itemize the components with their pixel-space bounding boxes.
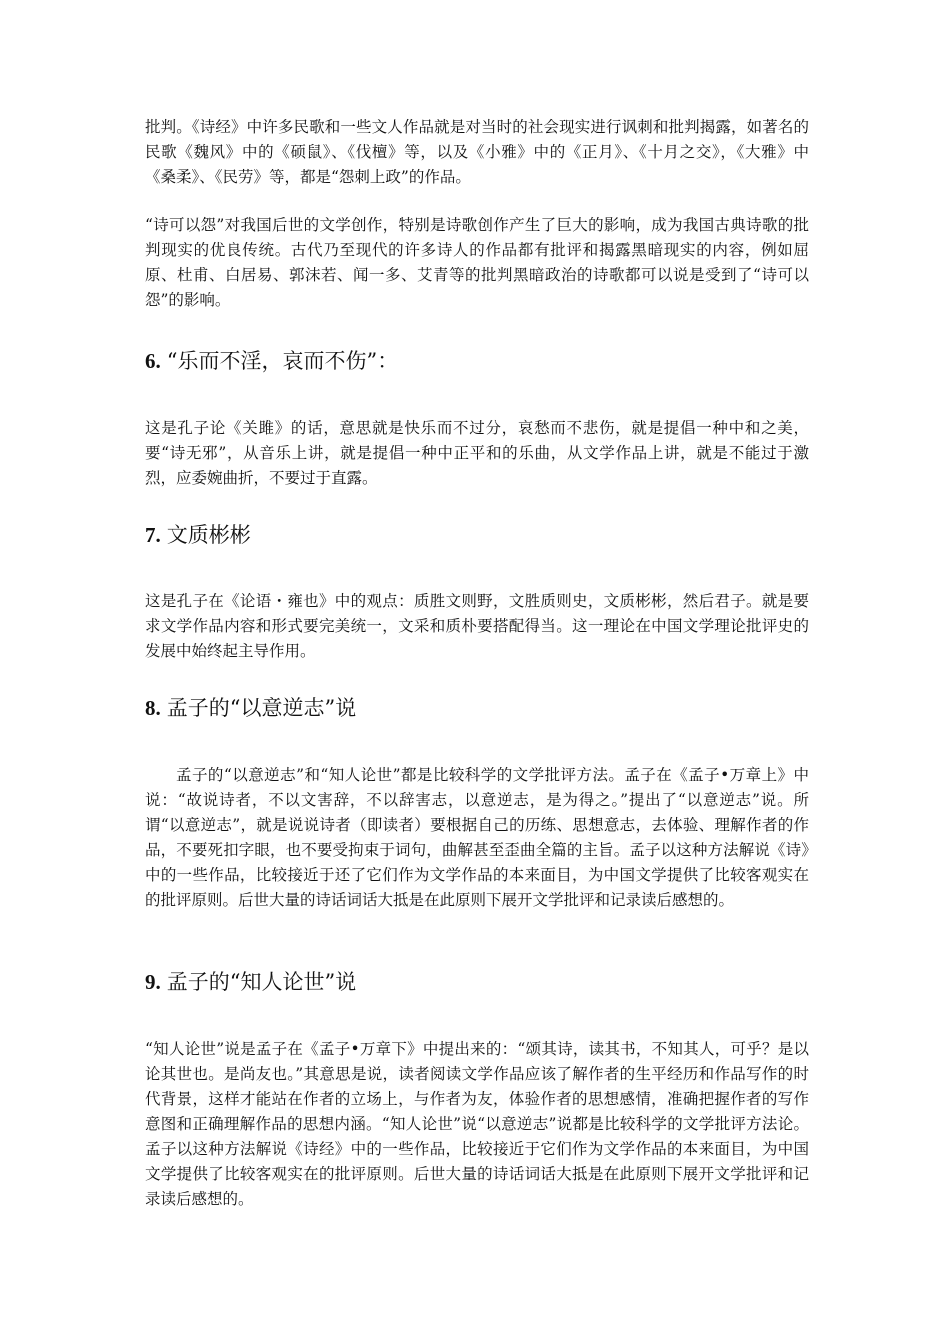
heading-number: 6. xyxy=(145,349,161,373)
paragraph-wen-zhi-bin-bin: 这是孔子在《论语・雍也》中的观点：质胜文则野，文胜质则史，文质彬彬，然后君子。就是要求文学作品内容和形式要完美统一，文采和质朴要搭配得当。这一理论在中国文学理论批评史的发展中始终起主导作用。 xyxy=(145,592,809,660)
heading-text: “乐而不淫，哀而不伤”： xyxy=(166,349,399,373)
heading-number: 7. xyxy=(145,523,161,547)
heading-section-7 xyxy=(145,521,809,549)
heading-number: 8. xyxy=(145,696,161,720)
heading-number: 9. xyxy=(145,970,161,994)
heading-section-8 xyxy=(145,694,809,722)
paragraph-zhi-ren-lun-shi: “知人论世”说是孟子在《孟子•万章下》中提出来的：“颂其诗，读其书，不知其人，可乎？是以论其世也。是尚友也。”其意思是说，读者阅读文学作品应该了解作者的生平经历和作品写作的时代背景，这样才能站在作者的立场上，与作者为友，体验作者的思想感情，准确把握作者的写作意图和正确理解作品的思想内涵。“知人论世”说“以意逆志”说都是比较科学的文学批评方法论。孟子以这种方法解说《诗经》中的一些作品，比较接近于它们作为文学作品的本来面目，为中国文学提供了比较客观实在的批评原则。后世大量的诗话词话大抵是在此原则下展开文学批评和记录读后感想的。 xyxy=(145,1040,809,1208)
heading-text: 孟子的“知人论世”说 xyxy=(166,970,357,994)
paragraph-guanju: 这是孔子论《关雎》的话，意思就是快乐而不过分，哀愁而不悲伤，就是提倡一种中和之美，要“诗无邪”，从音乐上讲，就是提倡一种中正平和的乐曲，从文学作品上讲，就是不能过于激烈，应委婉曲折，不要过于直露。 xyxy=(145,419,809,487)
paragraph-yi-yi-ni-zhi: 孟子的“以意逆志”和“知人论世”都是比较科学的文学批评方法。孟子在《孟子•万章上》中说：“故说诗者，不以文害辞，不以辞害志，以意逆志，是为得之。”提出了“以意逆志”说。所谓“以意逆志”，就是说说诗者（即读者）要根据自己的历练、思想意志，去体验、理解作者的作品，不要死扣字眼，也不要受拘束于词句，曲解甚至歪曲全篇的主旨。孟子以这种方法解说《诗》中的一些作品，比较接近于还了它们作为文学作品的本来面目，为中国文学提供了比较客观实在的批评原则。后世大量的诗话词话大抵是在此原则下展开文学批评和记录读后感想的。 xyxy=(145,766,809,909)
heading-text: 文质彬彬 xyxy=(166,523,251,547)
heading-section-9 xyxy=(145,968,809,996)
paragraph-shi-ke-yi-yuan: “诗可以怨”对我国后世的文学创作，特别是诗歌创作产生了巨大的影响，成为我国古典诗歌的批判现实的优良传统。古代乃至现代的许多诗人的作品都有批评和揭露黑暗现实的内容，例如屈原、杜甫、白居易、郭沫若、闻一多、艾青等的批判黑暗政治的诗歌都可以说是受到了“诗可以怨”的影响。 xyxy=(145,216,809,309)
heading-section-6 xyxy=(145,347,809,375)
heading-text: 孟子的“以意逆志”说 xyxy=(166,696,357,720)
paragraph-shijing-criticism: 批判。《诗经》中许多民歌和一些文人作品就是对当时的社会现实进行讽刺和批判揭露，如著名的民歌《魏风》中的《硕鼠》、《伐檀》等，以及《小雅》中的《正月》、《十月之交》，《大雅》中《桑柔》、《民劳》等，都是“怨刺上政”的作品。 xyxy=(145,118,809,186)
